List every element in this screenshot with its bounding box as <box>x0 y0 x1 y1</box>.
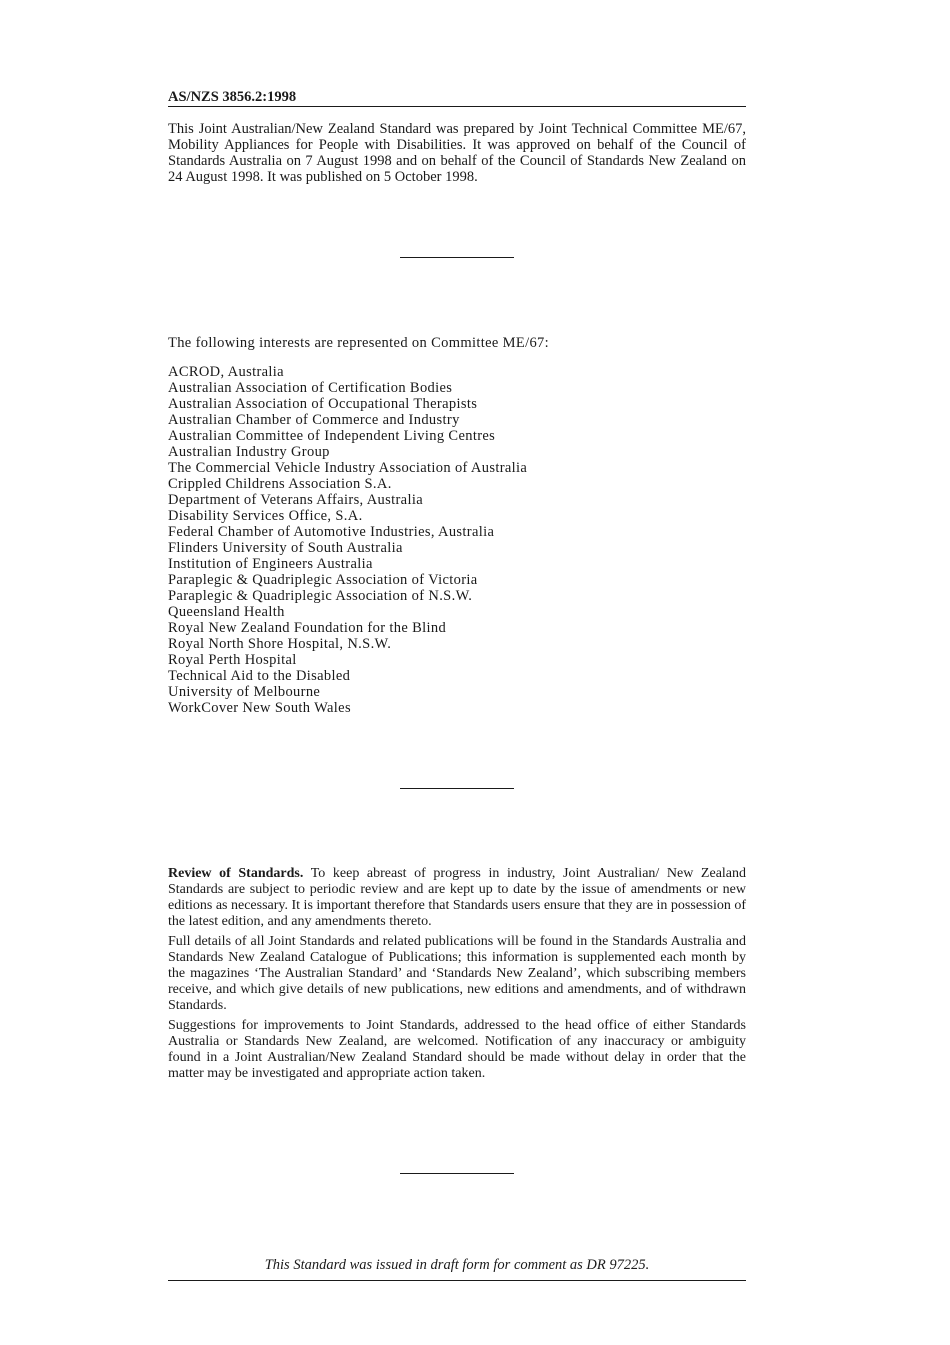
section-divider-2 <box>400 788 514 789</box>
review-of-standards-section <box>168 866 746 1086</box>
committee-member: Royal Perth Hospital <box>168 652 297 668</box>
committee-member: Crippled Childrens Association S.A. <box>168 476 392 492</box>
standard-number: AS/NZS 3856.2:1998 <box>168 89 297 105</box>
committee-member: WorkCover New South Wales <box>168 700 351 716</box>
committee-member: Paraplegic & Quadriplegic Association of N.S.W. <box>168 588 473 604</box>
committee-member: Queensland Health <box>168 604 285 620</box>
committee-member: Federal Chamber of Automotive Industries, Australia <box>168 524 495 540</box>
committee-member: Department of Veterans Affairs, Australia <box>168 492 424 508</box>
committee-member: Flinders University of South Australia <box>168 540 403 556</box>
committee-intro: The following interests are represented on Committee ME/67: <box>168 335 550 351</box>
committee-member: The Commercial Vehicle Industry Association of Australia <box>168 460 528 476</box>
footer-divider <box>168 1280 746 1281</box>
committee-member: Australian Industry Group <box>168 444 330 460</box>
committee-member: Royal North Shore Hospital, N.S.W. <box>168 636 392 652</box>
intro-paragraph: This Joint Australian/New Zealand Standard was prepared by Joint Technical Committee ME/67, Mobility Appliances for People with Disabilities. It was approved on behalf of the Council of Standards Australia on 7 August 1998 and on behalf of the Council of Standards New Zealand on 24 August 1998. It was published on 5 October 1998. <box>168 121 746 185</box>
review-lead: Review of Standards. <box>168 866 304 881</box>
committee-member: Australian Association of Occupational Therapists <box>168 396 478 412</box>
committee-member: Institution of Engineers Australia <box>168 556 373 572</box>
review-paragraph-1 <box>168 866 746 930</box>
committee-member: Australian Chamber of Commerce and Industry <box>168 412 460 428</box>
committee-members-list <box>168 364 527 716</box>
committee-member: ACROD, Australia <box>168 364 284 380</box>
review-paragraph-2: Full details of all Joint Standards and related publications will be found in the Standards Australia and Standards New Zealand Catalogue of Publications; this information is supplemented each month by the magazines ‘The Australian Standard’ and ‘Standards New Zealand’, which subscribing members receive, and which give details of new publications, new editions and amendments, and of withdrawn Standards. <box>168 934 746 1013</box>
committee-member: Paraplegic & Quadriplegic Association of Victoria <box>168 572 478 588</box>
draft-note: This Standard was issued in draft form for comment as DR 97225. <box>264 1257 650 1273</box>
committee-member: Royal New Zealand Foundation for the Blind <box>168 620 447 636</box>
committee-member: University of Melbourne <box>168 684 321 700</box>
committee-member: Technical Aid to the Disabled <box>168 668 351 684</box>
document-page <box>168 0 746 1345</box>
section-divider-3 <box>400 1173 514 1174</box>
committee-member: Australian Association of Certification Bodies <box>168 380 453 396</box>
section-divider-1 <box>400 257 514 258</box>
review-paragraph-1-text: To keep abreast of progress in industry, Joint Australian/ New Zealand Standards are subject to periodic review and are kept up to date by the issue of amendments or new editions as necessary. It is important therefore that Standards users ensure that they are in possession of the latest edition, and any amendments thereto. <box>168 866 747 929</box>
header-divider <box>168 106 746 107</box>
committee-member: Australian Committee of Independent Living Centres <box>168 428 496 444</box>
review-paragraph-3: Suggestions for improvements to Joint Standards, addressed to the head office of either Standards Australia or Standards New Zealand, are welcomed. Notification of any inaccuracy or ambiguity found in a Joint Australian/New Zealand Standard should be made without delay in order that the matter may be investigated and appropriate action taken. <box>168 1018 746 1081</box>
committee-member: Disability Services Office, S.A. <box>168 508 363 524</box>
